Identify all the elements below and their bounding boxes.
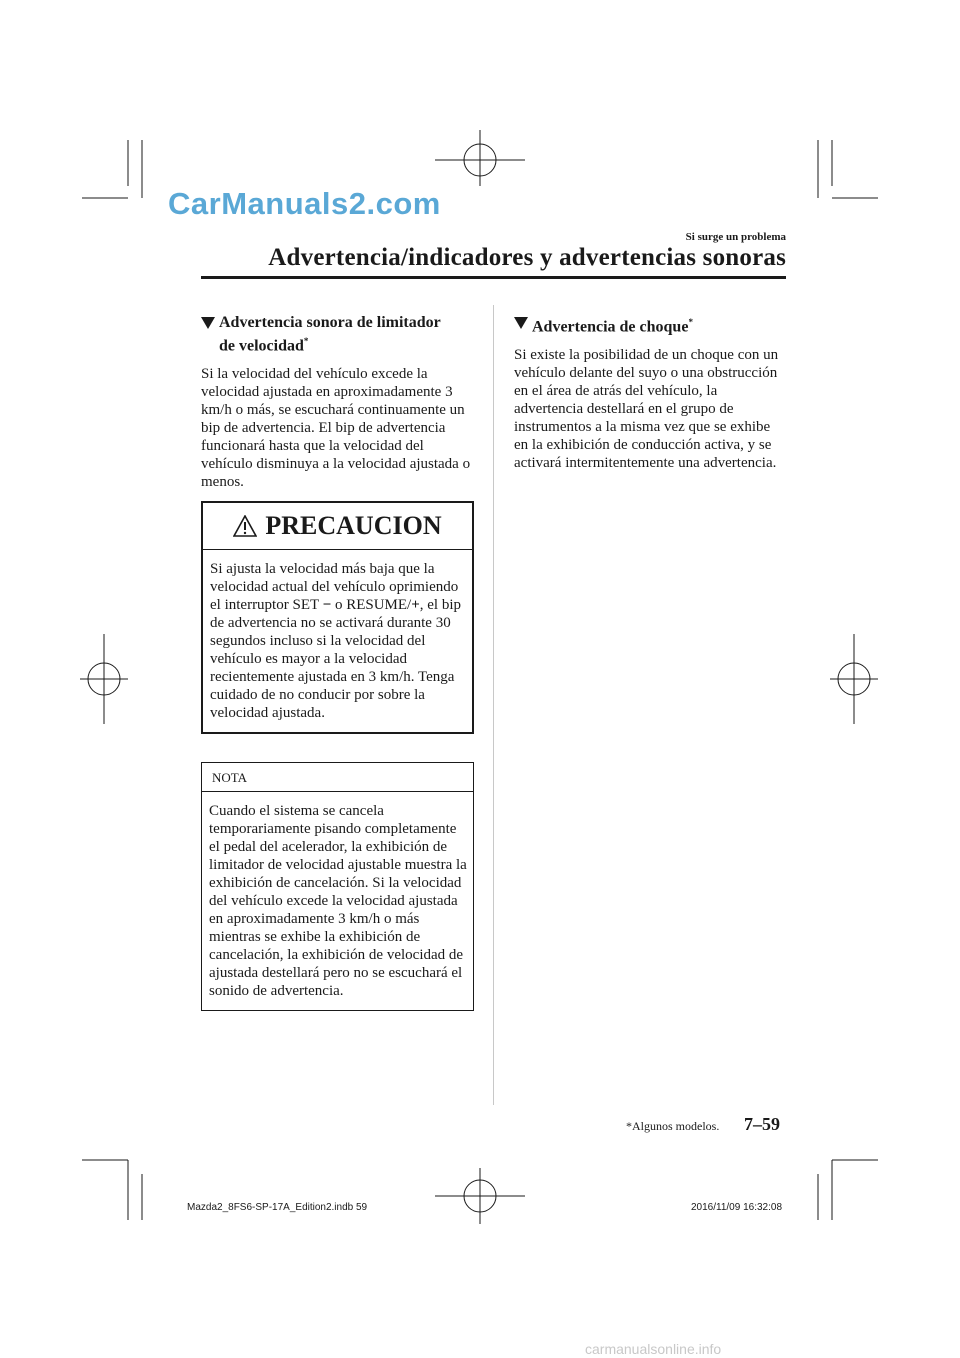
- note-box: [201, 762, 474, 1011]
- speed-limiter-paragraph: Si la velocidad del vehículo excede la velocidad ajustada en aproximadamente 3 km/h o más, se escuchará continuamente un bip de advertencia. El bip de advertencia funcionará hasta que la velocidad del vehículo disminuya a la velocidad ajustada o menos.: [201, 366, 471, 491]
- caution-box: [201, 501, 474, 734]
- header-rule: [201, 276, 786, 279]
- print-file-info: Mazda2_8FS6-SP-17A_Edition2.indb 59: [187, 1202, 368, 1213]
- source-watermark: carmanualsonline.info: [585, 1341, 722, 1357]
- collision-warning-paragraph: Si existe la posibilidad de un choque con un vehículo delante del suyo o una obstrucción en el área de atrás del vehículo, la advertencia destellará en el grupo de instrumentos a la misma vez que se exhibe en la exhibición de conducción activa, y se activará intermitentemente una advertencia.: [514, 347, 779, 472]
- chapter-title: Si surge un problema: [685, 231, 786, 243]
- note-title: NOTA: [202, 763, 473, 792]
- asterisk: *: [303, 336, 309, 346]
- page-number: 7–59: [744, 1114, 780, 1134]
- caution-title: PRECAUCION: [265, 511, 442, 541]
- caution-header: [203, 503, 472, 550]
- note-text: Cuando el sistema se cancela temporariamente pisando completamente el pedal del acelerador, la exhibición de limitador de velocidad ajustable muestra la exhibición de cancelación. Si la velocidad del vehículo excede la velocidad ajustada en aproximadamente 3 km/h o más mientras se exhibe la exhibición de cancelación, la exhibición de velocidad de ajustada destellará pero no se escuchará el sonido de advertencia.: [209, 803, 467, 1000]
- print-date-info: 2016/11/09 16:32:08: [691, 1202, 783, 1213]
- section-title: Advertencia/indicadores y advertencias sonoras: [268, 244, 786, 271]
- heading-line2: de velocidad: [219, 337, 304, 355]
- heading-line1: Advertencia sonora de limitador: [219, 314, 441, 331]
- caution-text: Si ajusta la velocidad más baja que la velocidad actual del vehículo oprimiendo el interruptor SET − o RESUME/+, el bip de advertencia no se activará durante 30 segundos incluso si la velocidad del vehículo es mayor a la velocidad recientemente ajustada en 3 km/h. Tenga cuidado de no conducir por sobre la velocidad ajustada.: [210, 561, 462, 722]
- asterisk: *: [688, 317, 693, 327]
- column-divider: [493, 305, 494, 1105]
- triangle-bullet-icon: [201, 317, 215, 329]
- minus-icon: −: [322, 597, 332, 614]
- speed-limiter-heading: [201, 313, 473, 355]
- plus-icon: +: [411, 597, 420, 614]
- left-column: [201, 313, 473, 1011]
- footnote: *Algunos modelos.: [626, 1119, 720, 1133]
- warning-triangle-icon: [233, 515, 257, 537]
- watermark-logo: CarManuals2.com: [168, 186, 441, 221]
- collision-warning-heading: Advertencia de choque*: [514, 313, 786, 336]
- triangle-bullet-icon: [514, 317, 528, 329]
- right-column: [514, 313, 786, 472]
